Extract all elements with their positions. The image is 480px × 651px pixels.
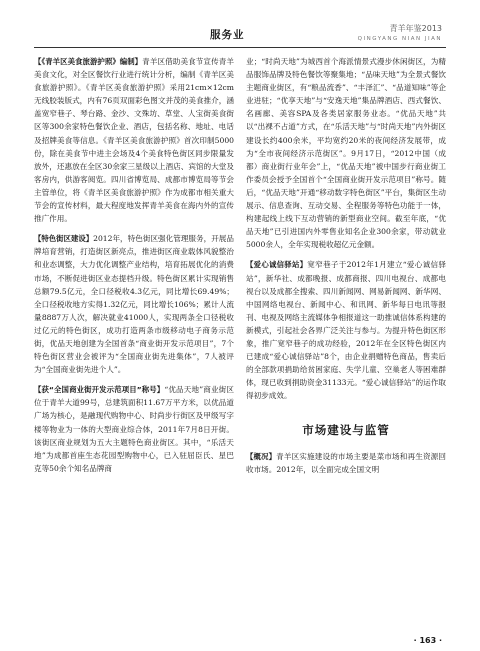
paragraph-overview [246, 450, 446, 476]
page-header [0, 0, 480, 46]
entry-tag: 【爱心诚信驿站】 [246, 260, 308, 270]
right-column [246, 55, 446, 483]
entry-tag: 【特色街区建设】 [34, 234, 94, 244]
entry-text: 2012年，特色街区强化管理服务，开展品牌培育营销，打造街区新亮点，推进街区商业载体风貌整治和业态调整，大力优化调整产业结构，培育拓展优化的消费市场，不断促进街区业态提档升级。特色街区累计实现销售总额79.5亿元，全口径税收4.3亿元，同比增长69.49%；全口径税收地方实得1.32亿元，同比增长106%；累计人流量8887万人次，解决就业41000人，实现两条全口径税收过亿元的特色街区，成功打造两条市级移动电子商务示范街，优品天地创建为全国首条“商业街开发示范项目”，7个特色街区营业会被评为“全国商业街先进集体”，7人被评为“全国商业街先进个人”。 [34, 234, 234, 375]
paragraph-district-building [34, 232, 234, 376]
running-title: 服务业 [210, 29, 245, 41]
paragraph-continued [246, 55, 446, 251]
page-number: · 163 · [413, 636, 442, 645]
logo-subtitle: QINGYANG NIAN JIAN [357, 36, 442, 42]
paragraph-demo-project [34, 383, 234, 475]
header-rule [34, 47, 446, 48]
entry-tag: 【概况】 [246, 451, 277, 461]
yearbook-logo [358, 24, 442, 44]
entry-tag: 【《青羊区美食旅游护照》编制】 [34, 57, 143, 66]
entry-text: 青羊区实施建设的市场主要是菜市场和再生资源回收市场。2012年，以全面完成全国文明 [246, 451, 446, 474]
entry-text: “优品天地”商业街区位于青羊大道99号，总建筑面积11.67万平方米，以优品道广场为核心，是融现代购物中心、时尚步行街区及甲级写字楼等物业为一体的大型商业综合体，2011年7月8日开街。该街区商业规划为五大主题特色商业街区。其中，“乐活天地”为成都首座生态花园型购物中心，已入驻屈臣氏、星巴克等50余个知名品牌商 [34, 385, 234, 473]
paragraph-food-passport [34, 55, 234, 225]
entry-text: 青羊区借助美食节宣传青羊美食文化，对全区餐饮行业进行统计分析，编制《青羊区美食旅游护照》。《青羊区美食旅游护照》采用21cm×12cm无线胶装版式，内有76页双面彩色图文并茂的美食推介，涵盖宽窄巷子、琴台路、金沙、文殊坊、草堂、人宝街美食街区等300余家特色餐饮企业、酒店，包括名称、地址、电话及招牌美食等信息。《青羊区美食旅游护照》首次印制5000份，除在美食节中进主会场及4个美食特色街区同步限量发放外，还惠放在全区30余家三星级以上酒店、宾馆的大堂及客房内，供游客阅览。四川省博览局、成都市博览局等节会主管单位，将《青羊区美食旅游护照》作为成都市相关重大节会的宣传材料，最大程度地发挥青羊美食在海内外的宣传推广作用。 [34, 57, 235, 224]
entry-text: 业；“时尚天地”为城西首个海派情景式漫步休闲街区，为精品服饰品牌及特色餐饮等聚集地；“品味天地”为全景式餐饮主题商业街区，有“粮品流香”、“丰泽汇”、“品道知味”等企业进驻；“优享天地”与“安逸天地”集品牌酒店、西式餐饮、名画廊、美容SPA及各类居家服务业态。“优品天地”共以“出裸不占道”方式，在“乐活天地”与“时尚天地”内外街区建设长约400余米，平均宽约20米的夜间经济发展带，成为“全市夜间经济示范街区”。9月17日，“2012中国（成都）商业街行业年会”上，“优品天地”被中国步行商业街工作委员会授予全国首个“全国商业街开发示范项目”称号。随后，“优品天地”开通“移动数字特色街区”平台，集街区生动展示、信息查询、互动交易、全程服务等特色功能于一体，构建起线上线下互动营销的新型商业空间。截至年底，“优品天地”已引进国内外零售业知名企业300余家，带动就业5000余人，全年实现税收超亿元金额。 [246, 57, 446, 250]
section-heading: 市场建设与监管 [302, 423, 390, 438]
paragraph-charity-station [246, 258, 446, 402]
left-column [34, 55, 234, 482]
logo-text: 青羊年鉴2013 [389, 24, 442, 33]
entry-text: 宽窄巷子于2012年1月建立“爱心诚信驿站”，新华社、成都晚报、成都商报、四川电视台、成都电视台以及成都全搜索、四川新闻网、网易新闻网、新华网、中国网络电视台、新闻中心、和讯网、新华每日电讯等报刊、电视及网络主流媒体争相报道这一助推诚信体系构建的新模式，引起社会各界广泛关注与参与。为提升特色街区形象，推广宽窄巷子的成功经验，2012年在全区特色街区内已建成“爱心诚信驿站”8个，由企业捐赠特色商品，售卖后的全部款项捐助给贫困家庭、失学儿童、空巢老人等困难群体，现已收到捐助资金31133元。“爱心诚信驿站”的运作取得初步成效。 [246, 260, 446, 401]
entry-tag: 【获“全国商业街开发示范项目”称号】 [34, 385, 165, 395]
